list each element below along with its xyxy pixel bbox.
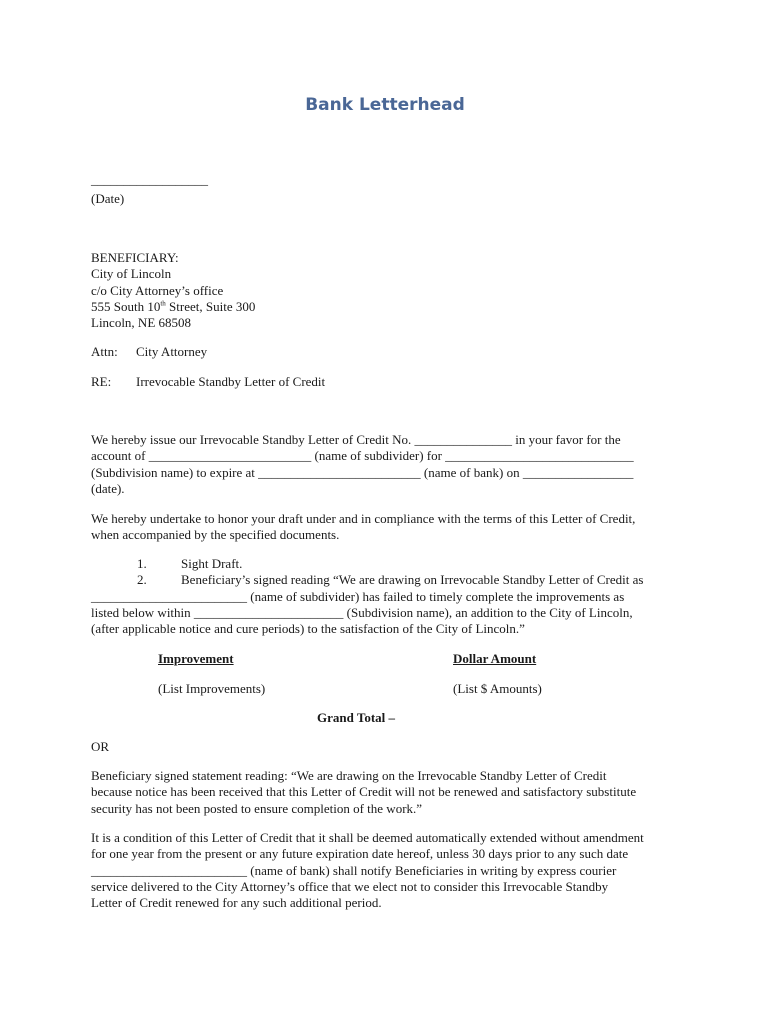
attn-line [91, 344, 691, 360]
beneficiary-address-block [91, 250, 691, 331]
paragraph-line: service delivered to the City Attorney’s office that we elect not to consider this Irrevocable Standby [91, 878, 609, 894]
beneficiary-line-1: City of Lincoln [91, 266, 172, 282]
beneficiary-street [91, 299, 691, 315]
paragraph-line: (Subdivision name) to expire at _________________________ (name of bank) on _________________ [91, 464, 634, 480]
beneficiary-line-2: c/o City Attorney’s office [91, 282, 224, 298]
list-item [91, 556, 691, 572]
paragraph-issue [91, 432, 691, 497]
improvement-cell: (List Improvements) [158, 681, 266, 696]
paragraph-line: ________________________ (name of bank) shall notify Beneficiaries in writing by express courier [91, 862, 617, 878]
list-text: Sight Draft. [181, 556, 243, 571]
paragraph-line: because notice has been received that this Letter of Credit will not be renewed and satisfactory substitute [91, 784, 637, 800]
list-text: Beneficiary’s signed reading “We are drawing on Irrevocable Standby Letter of Credit as [181, 572, 644, 588]
attn-value: City Attorney [136, 344, 208, 359]
dollar-amount-column-header: Dollar Amount [453, 651, 537, 666]
list-continuation-line: (after applicable notice and cure periods) to the satisfaction of the City of Lincoln.” [91, 621, 525, 637]
beneficiary-line-4: Lincoln, NE 68508 [91, 315, 192, 331]
list-continuation-line: ________________________ (name of subdivider) has failed to timely complete the improvements as [91, 588, 625, 604]
list-continuation-line: listed below within _______________________ (Subdivision name), an addition to the City of Lincoln, [91, 604, 633, 620]
paragraph-line: security has not been posted to ensure completion of the work.” [91, 800, 423, 816]
re-line [91, 374, 691, 390]
re-value: Irrevocable Standby Letter of Credit [136, 374, 326, 389]
paragraph-line: Beneficiary signed statement reading: “We are drawing on the Irrevocable Standby Letter of Credit [91, 768, 607, 783]
paragraph-undertake [91, 511, 691, 544]
paragraph-statement [91, 768, 691, 817]
street-part-1: 555 South 10 [91, 298, 161, 314]
attn-label: Attn: [91, 344, 118, 359]
paragraph-line: when accompanied by the specified documents. [91, 527, 340, 543]
grand-total-label: Grand Total – [317, 710, 396, 725]
list-number: 1. [137, 556, 147, 571]
paragraph-line: (date). [91, 480, 125, 496]
paragraph-line: We hereby undertake to honor your draft under and in compliance with the terms of this Letter of Credit, [91, 511, 636, 526]
paragraph-line: It is a condition of this Letter of Credit that it shall be deemed automatically extended without amendment [91, 830, 644, 845]
street-ordinal-suffix: th [160, 299, 166, 308]
dollar-amount-cell: (List $ Amounts) [453, 681, 542, 696]
paragraph-condition [91, 830, 691, 911]
re-label: RE: [91, 374, 112, 389]
documents-list [91, 556, 691, 637]
date-blank-line: __________________ [91, 172, 208, 187]
street-part-2: Street, Suite 300 [165, 298, 256, 314]
bank-letterhead-title: Bank Letterhead [305, 95, 465, 115]
paragraph-line: for one year from the present or any future expiration date hereof, unless 30 days prior to any such date [91, 846, 629, 862]
or-separator: OR [91, 739, 110, 754]
paragraph-line: account of _________________________ (name of subdivider) for _____________________________ [91, 448, 634, 464]
paragraph-line: Letter of Credit renewed for any such additional period. [91, 895, 382, 911]
paragraph-line: We hereby issue our Irrevocable Standby Letter of Credit No. _______________ in your favor for the [91, 432, 621, 447]
list-number: 2. [137, 572, 147, 588]
improvement-column-header: Improvement [158, 651, 234, 666]
list-item [91, 572, 691, 588]
beneficiary-heading: BENEFICIARY: [91, 250, 179, 265]
date-label: (Date) [91, 191, 125, 206]
